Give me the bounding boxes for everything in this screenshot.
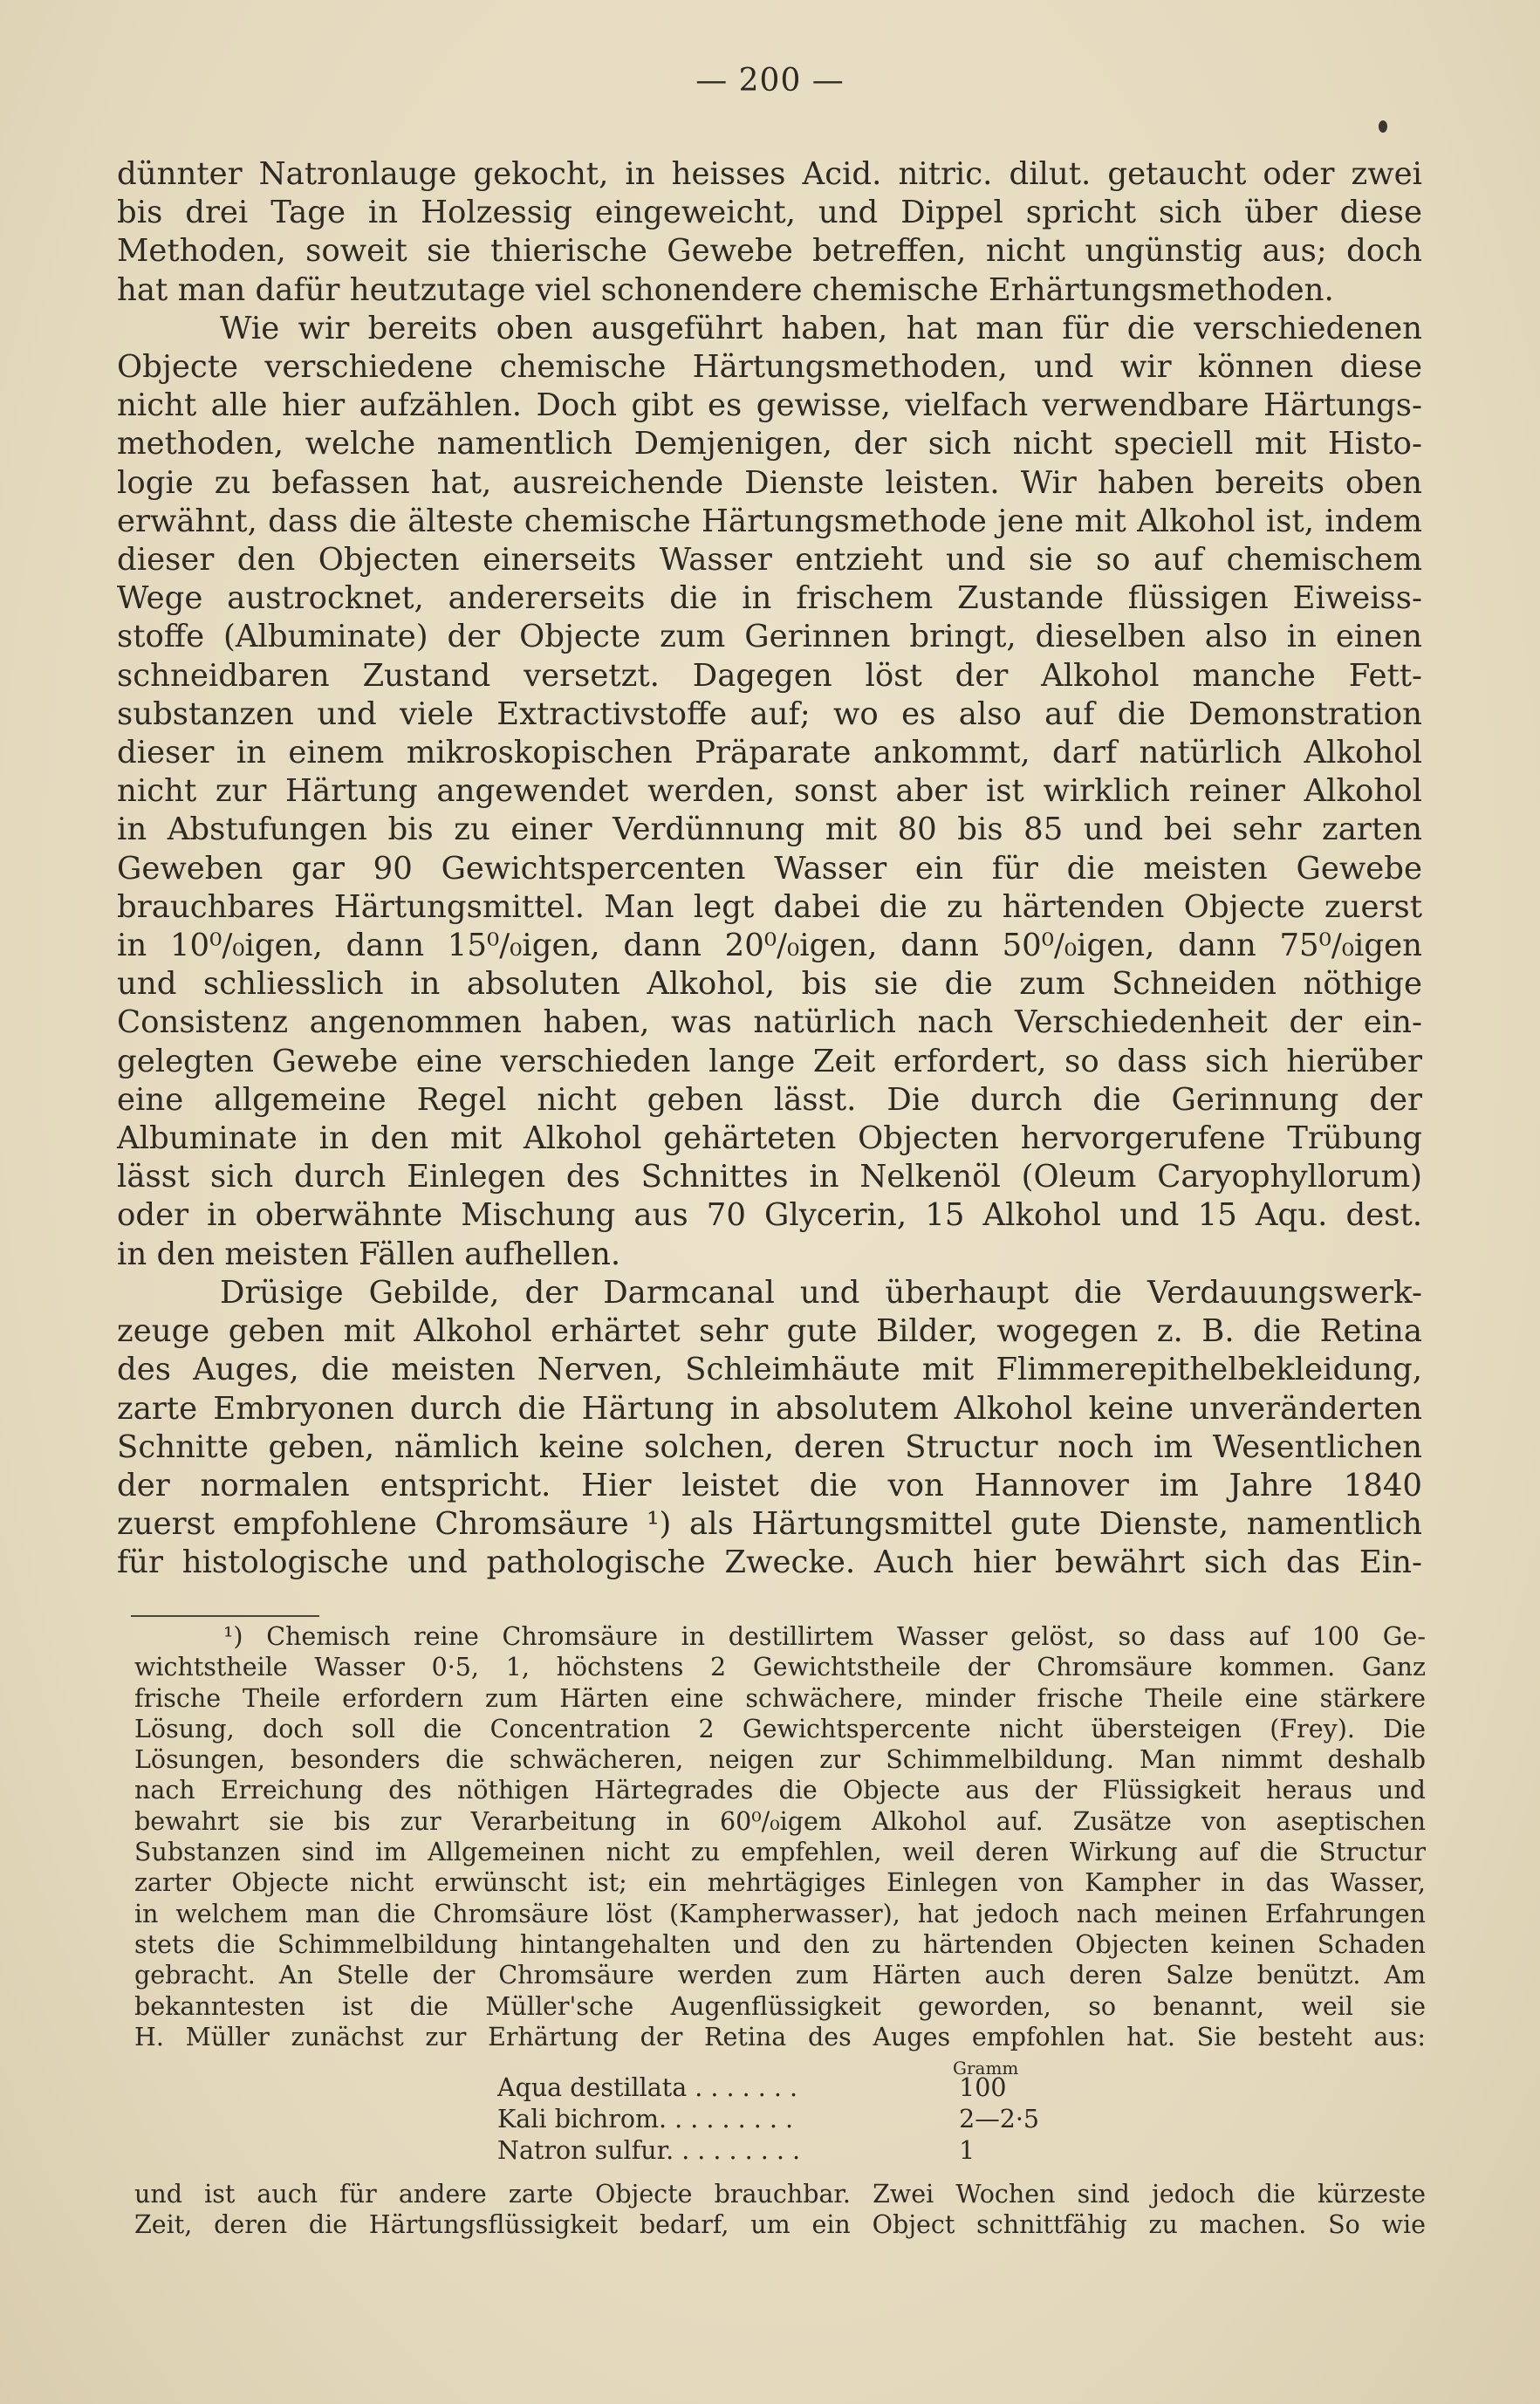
body-line: stoffe (Albuminate) der Objecte zum Gerinnen bringt, dieselben also in einen — [117, 619, 1422, 655]
body-line: dieser in einem mikroskopischen Präparate ankommt, darf natürlich Alkohol — [117, 735, 1422, 771]
footnote-line: nach Erreichung des nöthigen Härtegrades die Objecte aus der Flüssigkeit heraus und — [134, 1776, 1426, 1805]
body-line: brauchbares Härtungsmittel. Man legt dabei die zu härtenden Objecte zuerst — [117, 888, 1422, 925]
body-line: Objecte verschiedene chemische Härtungsmethoden, und wir können diese — [117, 349, 1422, 386]
footnote-line: wichtstheile Wasser 0·5, 1, höchstens 2 Gewichtstheile der Chromsäure kommen. Ganz — [134, 1653, 1426, 1682]
recipe-ingredient: Kali bichrom. . . . . . . . . — [497, 2105, 794, 2133]
body-line: Schnitte geben, nämlich keine solchen, deren Structur noch im Wesentlichen — [117, 1428, 1422, 1465]
body-line: in den meisten Fällen aufhellen. — [117, 1236, 621, 1272]
footnote-line: frische Theile erfordern zum Härten eine schwächere, minder frische Theile eine stärkere — [134, 1683, 1426, 1713]
footnote-divider — [131, 1615, 319, 1617]
footnote-continuation — [134, 2179, 1426, 2241]
body-line: nicht zur Härtung angewendet werden, sonst aber ist wirklich reiner Alkohol — [117, 773, 1422, 810]
body-line: zeuge geben mit Alkohol erhärtet sehr gute Bilder, wogegen z. B. die Retina — [117, 1313, 1422, 1350]
footnote-line: Substanzen sind im Allgemeinen nicht zu empfehlen, weil deren Wirkung auf die Structur — [134, 1838, 1426, 1867]
body-line: Methoden, soweit sie thierische Gewebe betreffen, nicht ungünstig aus; doch — [117, 233, 1422, 270]
footnote-line: bewahrt sie bis zur Verarbeitung in 60⁰/₀igem Alkohol auf. Zusätze von aseptischen — [134, 1806, 1426, 1836]
body-line: bis drei Tage in Holzessig eingeweicht, und Dippel spricht sich über diese — [117, 195, 1422, 231]
body-line: hat man dafür heutzutage viel schonendere chemische Erhärtungsmethoden. — [117, 271, 1334, 308]
recipe-ingredient: Natron sulfur. . . . . . . . . — [497, 2136, 801, 2165]
recipe-amount: 1 — [959, 2136, 975, 2165]
footnote-line: und ist auch für andere zarte Objecte brauchbar. Zwei Wochen sind jedoch die kürzeste — [134, 2180, 1426, 2209]
body-line: dieser den Objecten einerseits Wasser entzieht und sie so auf chemischem — [117, 542, 1422, 579]
body-line: zuerst empfohlene Chromsäure ¹) als Härtungsmittel gute Dienste, namentlich — [117, 1506, 1422, 1543]
body-line: für histologische und pathologische Zwecke. Auch hier bewährt sich das Ein- — [117, 1544, 1422, 1581]
body-line: eine allgemeine Regel nicht geben lässt. Die durch die Gerinnung der — [117, 1081, 1422, 1118]
body-line: substanzen und viele Extractivstoffe auf; wo es also auf die Demonstration — [117, 695, 1422, 732]
footnote-line: in welchem man die Chromsäure löst (Kampherwasser), hat jedoch nach meinen Erfahrungen — [134, 1899, 1426, 1928]
body-line: Geweben gar 90 Gewichtspercenten Wasser ein für die meisten Gewebe — [117, 850, 1422, 887]
recipe-amount: 2—2·5 — [959, 2105, 1040, 2133]
body-line: in Abstufungen bis zu einer Verdünnung mit 80 bis 85 und bei sehr zarten — [117, 812, 1422, 848]
body-line: logie zu befassen hat, ausreichende Dienste leisten. Wir haben bereits oben — [117, 464, 1422, 501]
body-line: Wege austrocknet, andererseits die in frischem Zustande flüssigen Eiweiss- — [117, 580, 1422, 617]
body-line: gelegten Gewebe eine verschieden lange Zeit erfordert, so dass sich hierüber — [117, 1043, 1422, 1079]
body-line: schneidbaren Zustand versetzt. Dagegen löst der Alkohol manche Fett- — [117, 657, 1422, 694]
footnote-line: ¹) Chemisch reine Chromsäure in destillirtem Wasser gelöst, so dass auf 100 Ge- — [223, 1622, 1426, 1651]
page-number: — 200 — — [695, 63, 845, 99]
body-line: Consistenz angenommen haben, was natürlich nach Verschiedenheit der ein- — [117, 1004, 1422, 1041]
footnote-line: Lösung, doch soll die Concentration 2 Gewichtspercente nicht übersteigen (Frey). Die — [134, 1714, 1426, 1743]
footnote-line: gebracht. An Stelle der Chromsäure werden zum Härten auch deren Salze benützt. Am — [134, 1961, 1426, 1990]
body-line: der normalen entspricht. Hier leistet die von Hannover im Jahre 1840 — [117, 1467, 1422, 1503]
body-line: dünnter Natronlauge gekocht, in heisses Acid. nitric. dilut. getaucht oder zwei — [117, 156, 1422, 192]
body-line: oder in oberwähnte Mischung aus 70 Glycerin, 15 Alkohol und 15 Aqu. dest. — [117, 1197, 1422, 1234]
body-line: methoden, welche namentlich Demjenigen, der sich nicht speciell mit Histo- — [117, 426, 1422, 462]
footnote-line: zarter Objecte nicht erwünscht ist; ein mehrtägiges Einlegen von Kampher in das Wasser, — [134, 1868, 1426, 1898]
body-line: des Auges, die meisten Nerven, Schleimhäute mit Flimmerepithelbekleidung, — [117, 1352, 1422, 1388]
body-line: in 10⁰/₀igen, dann 15⁰/₀igen, dann 20⁰/₀igen, dann 50⁰/₀igen, dann 75⁰/₀igen — [117, 928, 1422, 964]
footnote-line: bekanntesten ist die Müller'sche Augenflüssigkeit geworden, so benannt, weil sie — [134, 1991, 1426, 2021]
recipe-ingredient: Aqua destillata . . . . . . . — [497, 2073, 798, 2102]
recipe-row — [497, 2135, 975, 2166]
body-text — [117, 155, 1422, 1583]
ink-speck — [1379, 120, 1387, 133]
recipe-row — [497, 2072, 1006, 2103]
body-line: erwähnt, dass die älteste chemische Härtungsmethode jene mit Alkohol ist, indem — [117, 503, 1422, 539]
body-line: Albuminate in den mit Alkohol gehärteten Objecten hervorgerufene Trübung — [117, 1120, 1422, 1157]
body-line: nicht alle hier aufzählen. Doch gibt es gewisse, vielfach verwendbare Härtungs- — [117, 387, 1422, 424]
recipe-unit-header: Gramm — [953, 2058, 1019, 2079]
paragraph-start-line: Drüsige Gebilde, der Darmcanal und überhaupt die Verdauungswerk- — [220, 1274, 1422, 1311]
footnote-line: H. Müller zunächst zur Erhärtung der Retina des Auges empfohlen hat. Sie besteht aus: — [134, 2022, 1426, 2051]
recipe-row — [497, 2104, 1039, 2134]
paragraph-start-line: Wie wir bereits oben ausgeführt haben, hat man für die verschiedenen — [220, 310, 1422, 346]
body-line: und schliesslich in absoluten Alkohol, bis sie die zum Schneiden nöthige — [117, 966, 1422, 1003]
recipe-amount: 100 — [959, 2073, 1007, 2102]
footnote-line: stets die Schimmelbildung hintangehalten und den zu härtenden Objecten keinen Schaden — [134, 1929, 1426, 1959]
body-line: lässt sich durch Einlegen des Schnittes in Nelkenöl (Oleum Caryophyllorum) — [117, 1159, 1422, 1195]
footnote-line: Zeit, deren die Härtungsflüssigkeit bedarf, um ein Object schnittfähig zu machen. So wie — [134, 2210, 1426, 2240]
footnote-line: Lösungen, besonders die schwächeren, neigen zur Schimmelbildung. Man nimmt deshalb — [134, 1745, 1426, 1775]
body-line: zarte Embryonen durch die Härtung in absolutem Alkohol keine unveränderten — [117, 1390, 1422, 1427]
footnote-text — [134, 1621, 1426, 2052]
